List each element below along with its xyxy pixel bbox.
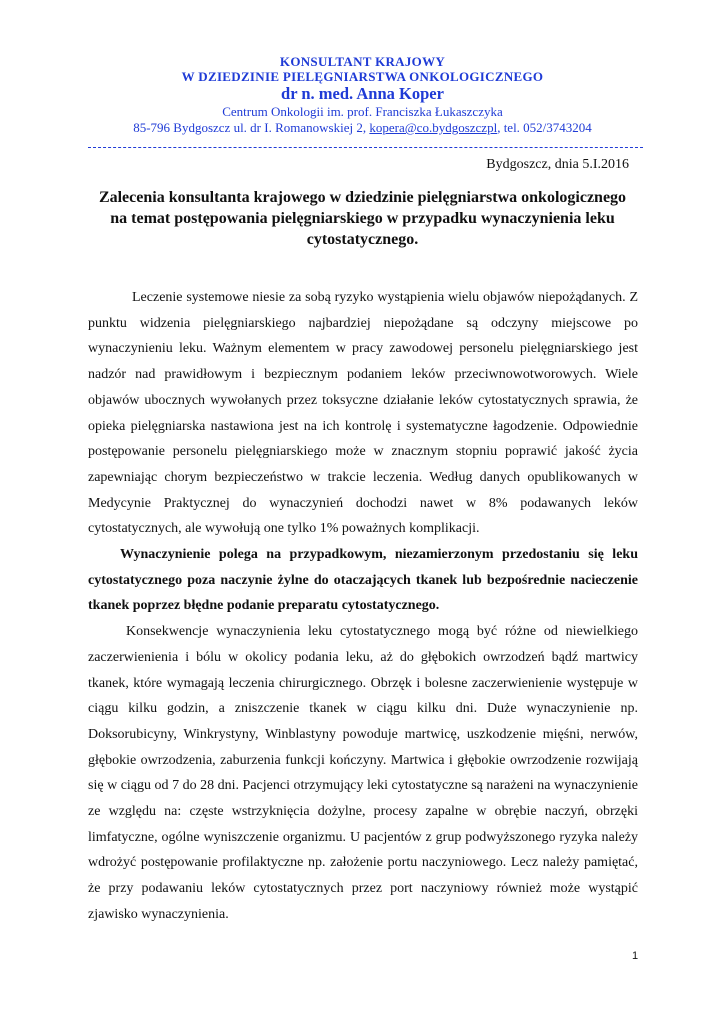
letterhead-address: 85-796 Bydgoszcz ul. dr I. Romanowskiej 2, — [133, 120, 367, 135]
page-number: 1 — [632, 950, 639, 962]
letterhead — [0, 54, 725, 136]
letterhead-email-link[interactable]: kopera@co.bydgoszczpl — [369, 120, 498, 135]
paragraph-consequences: Konsekwencje wynaczynienia leku cytostatycznego mogą być różne od niewielkiego zaczerwienienia i bólu w okolicy podania leku, aż do głębokich owrzodzeń bądź martwicy tkanek, które wymagają leczenia chirurgicznego. Obrzęk i bolesne zaczerwienienie występuje w ciągu kilku godzin, a zniszczenie tkanek w ciągu kilku dni. Duże wynaczynienie np. Doksorubicyny, Winkrystyny, Winblastyny powoduje martwicę, uszkodzenie mięśni, nerwów, głębokie owrzodzenia, zaburzenia funkcji kończyny. Martwica i głębokie owrzodzenie rozwijają się w ciągu od 7 do 28 dni. Pacjenci otrzymujący leki cytostatyczne są narażeni na wynaczynienie ze względu na: częste wstrzyknięcia dożylne, procesy zapalne w obrębie naczyń, obrzęki limfatyczne, ogólne wyniszczenie organizmu. U pacjentów z grup podwyższonego ryzyka należy wdrożyć postępowanie profilaktyczne np. założenie portu naczyniowego. Lecz należy pamiętać, że przy podawaniu leków cytostatycznych przez port naczyniowy również może wystąpić zjawisko wynaczynienia. — [88, 624, 638, 922]
letterhead-institution: Centrum Onkologii im. prof. Franciszka Łukaszczyka — [222, 104, 503, 119]
letterhead-field: W DZIEDZINIE PIELĘGNIARSTWA ONKOLOGICZNEGO — [181, 69, 544, 84]
letterhead-divider — [88, 147, 643, 148]
document-body — [88, 285, 638, 928]
paragraph-definition: Wynaczynienie polega na przypadkowym, niezamierzonym przedostaniu się leku cytostatycznego poza naczynie żylne do otaczających tkanek lub bezpośrednie nacieczenie tkanek poprzez błędne podanie preparatu cytostatycznego. — [88, 547, 638, 614]
paragraph-intro: Leczenie systemowe niesie za sobą ryzyko wystąpienia wielu objawów niepożądanych. Z punktu widzenia pielęgniarskiego najbardziej niepożądane są odczyny miejscowe po wynaczynieniu leku. Ważnym elementem w pracy zawodowej personelu pielęgniarskiego jest nadzór nad prawidłowym i bezpiecznym podaniem leków przeciwnowotworowych. Wiele objawów ubocznych wywołanych przez toksyczne działanie leków cytostatycznych sprawia, że opieka pielęgniarska nastawiona jest na ich kontrolę i systematyczne łagodzenie. Odpowiednie postępowanie personelu pielęgniarskiego może w znacznym stopniu poprawić jakość życia zapewniając chorym bezpieczeństwo w trakcie leczenia. Według danych opublikowanych w Medycynie Praktycznej do wynaczynień dochodzi nawet w 8% podawanych leków cytostatycznych, ale wywołują one tylko 1% poważnych komplikacji. — [88, 290, 638, 537]
document-title: Zalecenia konsultanta krajowego w dziedzinie pielęgniarstwa onkologicznego na temat postępowania pielęgniarskiego w przypadku wynaczynienia leku cytostatycznego. — [98, 189, 627, 248]
letterhead-name: dr n. med. Anna Koper — [281, 84, 444, 103]
letterhead-contact — [0, 120, 725, 136]
letterhead-phone: tel. 052/3743204 — [503, 120, 592, 135]
document-date: Bydgoszcz, dnia 5.I.2016 — [486, 157, 629, 172]
letterhead-comma: , — [497, 120, 501, 135]
letterhead-role: KONSULTANT KRAJOWY — [279, 54, 446, 69]
